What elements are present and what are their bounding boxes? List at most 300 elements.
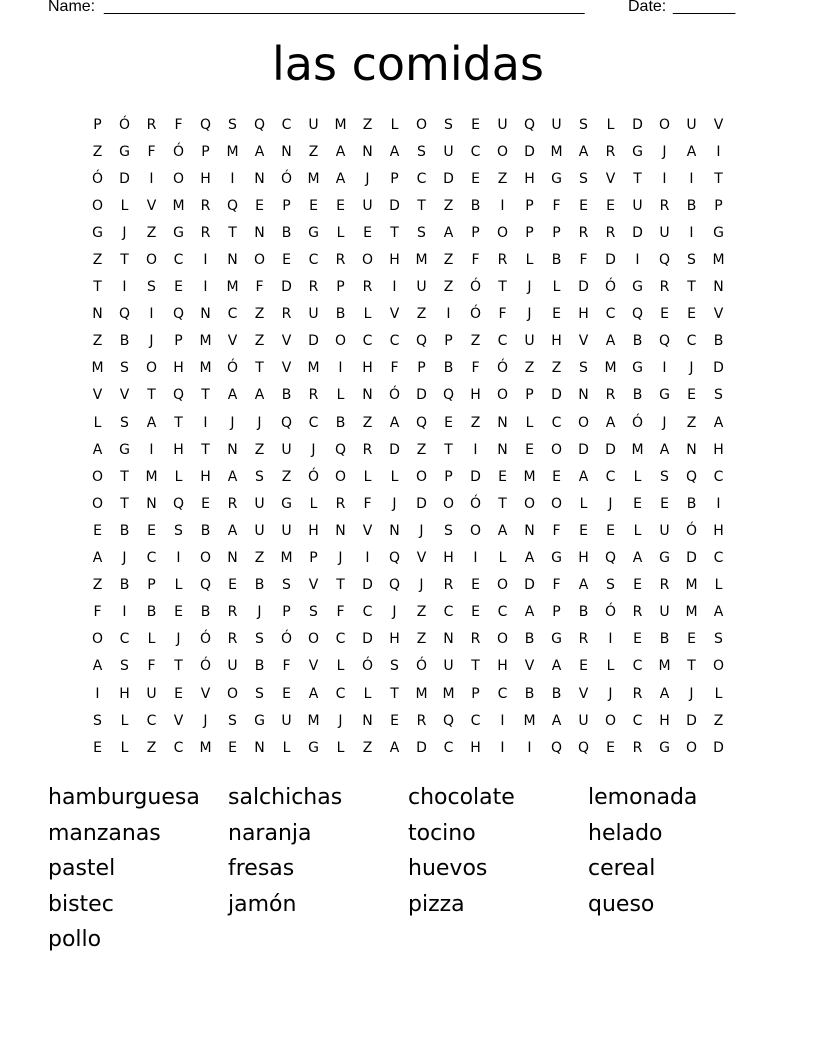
grid-letter: T [417,197,426,214]
grid-letter: V [713,306,724,323]
grid-letter: V [389,306,400,323]
grid-letter: Z [254,550,265,567]
grid-letter: L [633,522,642,539]
grid-letter: O [91,468,104,485]
grid-letter: N [362,712,373,729]
grid-letter: R [497,252,508,269]
grid-letter: C [605,468,616,485]
grid-letter: M [415,252,428,269]
grid-letter: J [311,441,316,458]
grid-letter: B [686,495,697,512]
grid-letter: G [659,387,670,404]
grid-letter: H [200,170,211,187]
grid-letter: O [658,116,671,133]
grid-letter: A [146,414,157,431]
word-list-item: chocolate [408,785,515,811]
grid-letter: T [120,495,129,512]
grid-letter: E [579,658,588,675]
grid-letter: R [335,252,346,269]
grid-letter: N [578,387,589,404]
grid-letter: Ó [280,631,293,648]
grid-letter: J [527,306,532,323]
grid-letter: S [228,712,237,729]
grid-letter: H [659,712,670,729]
grid-letter: M [523,712,536,729]
grid-letter: U [443,658,454,675]
grid-letter: D [632,224,643,241]
grid-letter: F [147,658,156,675]
grid-letter: L [336,387,345,404]
grid-letter: Ó [361,658,374,675]
grid-letter: E [282,685,291,702]
grid-letter: Z [254,306,265,323]
grid-letter: R [200,224,211,241]
grid-letter: U [308,116,319,133]
grid-letter: S [714,387,723,404]
word-search-grid [84,111,732,761]
grid-letter: G [632,279,643,296]
grid-letter: R [200,197,211,214]
grid-letter: T [444,441,453,458]
word-list-item: pizza [408,891,465,917]
grid-letter: R [443,577,454,594]
grid-letter: F [282,658,291,675]
word-list [48,780,768,958]
grid-letter: A [524,550,535,567]
name-blank-line: ______________________________________________________ [104,0,585,15]
grid-letter: I [230,170,235,187]
grid-letter: M [226,143,239,160]
grid-letter: S [255,685,264,702]
grid-letter: D [524,143,535,160]
grid-letter: E [471,116,480,133]
grid-letter: A [713,604,724,621]
grid-letter: T [498,279,507,296]
grid-letter: L [282,739,291,756]
grid-letter: V [578,333,589,350]
grid-letter: J [392,495,397,512]
grid-letter: J [419,577,424,594]
grid-letter: J [527,279,532,296]
grid-letter: S [120,658,129,675]
grid-letter: C [605,306,616,323]
grid-letter: D [578,441,589,458]
grid-letter: E [525,441,534,458]
grid-letter: J [608,495,613,512]
grid-letter: M [415,685,428,702]
grid-letter: F [471,360,480,377]
grid-letter: Z [146,224,157,241]
grid-letter: M [280,550,293,567]
grid-letter: L [93,414,102,431]
grid-letter: Q [604,550,617,567]
grid-letter: L [606,116,615,133]
grid-letter: M [712,252,725,269]
grid-letter: O [361,252,374,269]
grid-letter: B [551,685,562,702]
grid-letter: B [254,658,265,675]
grid-letter: I [473,441,478,458]
grid-letter: U [308,306,319,323]
grid-letter: S [444,116,453,133]
grid-letter: R [470,631,481,648]
grid-letter: B [443,360,454,377]
grid-letter: G [308,739,319,756]
grid-letter: H [389,631,400,648]
grid-letter: U [443,143,454,160]
grid-letter: H [578,306,589,323]
grid-letter: I [392,279,397,296]
grid-letter: S [444,522,453,539]
grid-letter: C [470,143,481,160]
grid-letter: J [338,712,343,729]
grid-letter: C [632,712,643,729]
grid-letter: Z [281,468,292,485]
grid-letter: A [659,685,670,702]
grid-letter: S [147,279,156,296]
grid-letter: D [389,441,400,458]
grid-letter: Ó [172,143,185,160]
grid-letter: N [254,170,265,187]
grid-letter: Z [497,170,508,187]
grid-letter: P [525,224,534,241]
grid-letter: G [713,224,724,241]
grid-letter: C [335,631,346,648]
grid-letter: R [632,685,643,702]
grid-letter: J [608,685,613,702]
grid-letter: E [255,197,264,214]
grid-letter: Z [416,631,427,648]
grid-letter: J [392,604,397,621]
grid-letter: B [281,387,292,404]
grid-letter: P [714,197,723,214]
grid-letter: Ó [604,279,617,296]
grid-letter: I [500,712,505,729]
grid-letter: B [578,604,589,621]
grid-letter: M [685,577,698,594]
grid-letter: G [659,739,670,756]
grid-letter: E [633,631,642,648]
grid-letter: I [122,604,127,621]
grid-letter: R [362,279,373,296]
grid-letter: H [524,170,535,187]
grid-letter: E [444,414,453,431]
grid-letter: D [713,739,724,756]
grid-letter: N [200,306,211,323]
grid-letter: U [254,522,265,539]
grid-letter: N [335,522,346,539]
grid-letter: E [606,739,615,756]
grid-letter: C [443,739,454,756]
grid-letter: V [200,685,211,702]
grid-letter: M [172,197,185,214]
worksheet-header [48,0,748,20]
grid-letter: J [149,333,154,350]
grid-letter: Q [523,116,536,133]
grid-letter: Z [416,441,427,458]
grid-letter: S [579,170,588,187]
grid-letter: Ó [199,658,212,675]
grid-letter: T [174,414,183,431]
grid-letter: Z [416,306,427,323]
grid-letter: H [713,441,724,458]
grid-letter: B [335,414,346,431]
grid-letter: J [365,170,370,187]
grid-letter: P [471,685,480,702]
grid-letter: Q [172,387,185,404]
grid-letter: B [686,197,697,214]
grid-letter: I [662,360,667,377]
grid-letter: N [497,414,508,431]
grid-letter: Q [631,306,644,323]
grid-letter: Q [550,739,563,756]
grid-letter: I [527,739,532,756]
grid-letter: F [390,360,399,377]
grid-letter: N [389,522,400,539]
grid-letter: A [335,143,346,160]
grid-letter: Z [443,279,454,296]
grid-letter: A [389,414,400,431]
grid-letter: E [471,170,480,187]
grid-letter: M [307,170,320,187]
grid-letter: U [659,522,670,539]
grid-letter: I [122,279,127,296]
grid-letter: A [659,441,670,458]
grid-letter: C [281,116,292,133]
grid-letter: S [417,224,426,241]
grid-letter: M [604,360,617,377]
grid-letter: E [687,306,696,323]
grid-letter: C [551,414,562,431]
grid-letter: F [498,306,507,323]
grid-letter: O [712,658,725,675]
grid-letter: J [257,414,262,431]
grid-letter: Q [577,739,590,756]
grid-letter: D [578,279,589,296]
grid-letter: L [336,224,345,241]
grid-letter: A [92,550,103,567]
grid-letter: B [119,577,130,594]
grid-letter: D [686,550,697,567]
grid-letter: L [579,495,588,512]
grid-letter: A [578,468,589,485]
grid-letter: E [228,739,237,756]
grid-letter: S [120,414,129,431]
grid-letter: B [632,333,643,350]
grid-letter: O [199,550,212,567]
grid-letter: Z [470,414,481,431]
grid-letter: I [203,252,208,269]
grid-letter: L [363,306,372,323]
grid-letter: P [174,333,183,350]
grid-letter: M [658,658,671,675]
grid-letter: B [335,306,346,323]
grid-letter: L [147,631,156,648]
grid-letter: Ó [631,414,644,431]
grid-letter: V [227,333,238,350]
grid-letter: C [362,604,373,621]
grid-letter: I [716,495,721,512]
grid-letter: L [363,468,372,485]
grid-letter: H [470,739,481,756]
grid-letter: L [120,712,129,729]
grid-letter: E [606,197,615,214]
grid-letter: S [282,577,291,594]
grid-letter: Z [92,143,103,160]
grid-letter: Q [415,414,428,431]
grid-letter: L [525,252,534,269]
grid-letter: I [446,306,451,323]
grid-letter: B [632,387,643,404]
grid-letter: A [308,685,319,702]
grid-letter: P [282,604,291,621]
grid-letter: Z [92,252,103,269]
grid-letter: O [415,468,428,485]
grid-letter: V [92,387,103,404]
grid-letter: C [686,333,697,350]
grid-letter: E [606,522,615,539]
grid-letter: R [335,495,346,512]
grid-letter: P [552,224,561,241]
grid-letter: S [255,631,264,648]
grid-letter: B [119,522,130,539]
grid-letter: F [552,522,561,539]
grid-letter: T [120,252,129,269]
grid-letter: Ó [604,604,617,621]
grid-letter: N [227,441,238,458]
date-label: Date: [628,0,667,15]
grid-letter: P [444,333,453,350]
grid-letter: J [338,550,343,567]
grid-letter: U [281,522,292,539]
grid-letter: Z [362,739,373,756]
grid-letter: L [525,414,534,431]
word-list-item: pollo [48,927,102,953]
grid-letter: R [659,279,670,296]
grid-letter: B [281,224,292,241]
grid-letter: L [714,577,723,594]
grid-letter: G [308,224,319,241]
grid-letter: Q [118,306,131,323]
grid-letter: R [146,116,157,133]
grid-letter: D [389,197,400,214]
grid-letter: Ó [280,170,293,187]
grid-letter: I [662,170,667,187]
grid-letter: J [257,604,262,621]
grid-letter: N [227,252,238,269]
grid-letter: V [578,685,589,702]
grid-letter: O [469,522,482,539]
grid-letter: Ó [469,495,482,512]
grid-letter: L [498,550,507,567]
grid-letter: A [254,387,265,404]
grid-letter: S [579,116,588,133]
grid-letter: E [336,197,345,214]
grid-letter: E [687,631,696,648]
grid-letter: M [226,279,239,296]
grid-letter: B [659,631,670,648]
grid-letter: B [524,685,535,702]
grid-letter: J [122,224,127,241]
grid-letter: Ó [226,360,239,377]
grid-letter: P [552,604,561,621]
grid-letter: S [93,712,102,729]
grid-letter: J [176,631,181,648]
grid-letter: H [362,360,373,377]
grid-letter: I [689,170,694,187]
word-list-item: queso [588,891,655,917]
grid-letter: E [174,604,183,621]
grid-letter: V [173,712,184,729]
word-list-item: huevos [408,856,488,882]
grid-letter: S [390,658,399,675]
grid-letter: B [551,252,562,269]
grid-letter: L [390,116,399,133]
grid-letter: O [91,197,104,214]
grid-letter: D [713,360,724,377]
grid-letter: Q [334,441,347,458]
grid-letter: G [551,550,562,567]
grid-letter: J [230,414,235,431]
grid-letter: R [605,387,616,404]
grid-letter: S [579,360,588,377]
grid-letter: C [173,739,184,756]
grid-letter: O [496,631,509,648]
grid-letter: R [605,143,616,160]
grid-letter: M [199,333,212,350]
grid-letter: H [173,441,184,458]
grid-letter: J [689,360,694,377]
grid-letter: M [334,116,347,133]
grid-letter: A [227,387,238,404]
grid-letter: U [362,197,373,214]
grid-letter: R [659,197,670,214]
grid-letter: Q [280,414,293,431]
grid-letter: A [605,414,616,431]
grid-letter: V [524,658,535,675]
grid-letter: O [496,577,509,594]
grid-letter: U [227,658,238,675]
grid-letter: O [91,631,104,648]
grid-letter: B [524,631,535,648]
grid-letter: D [605,441,616,458]
grid-letter: V [713,116,724,133]
grid-letter: B [254,577,265,594]
grid-letter: U [524,333,535,350]
grid-letter: E [471,604,480,621]
grid-letter: S [120,360,129,377]
grid-letter: N [227,550,238,567]
grid-letter: G [551,170,562,187]
grid-letter: R [632,604,643,621]
grid-letter: Ó [469,306,482,323]
grid-letter: O [415,116,428,133]
grid-letter: J [419,522,424,539]
grid-letter: Z [254,441,265,458]
grid-letter: V [146,197,157,214]
grid-letter: I [500,739,505,756]
grid-letter: S [255,468,264,485]
grid-letter: N [443,631,454,648]
grid-letter: E [363,224,372,241]
grid-letter: U [416,279,427,296]
word-list-item: jamón [228,891,297,917]
grid-letter: E [228,577,237,594]
grid-letter: O [685,739,698,756]
word-list-item: naranja [228,820,312,846]
grid-letter: E [471,577,480,594]
grid-letter: R [578,631,589,648]
